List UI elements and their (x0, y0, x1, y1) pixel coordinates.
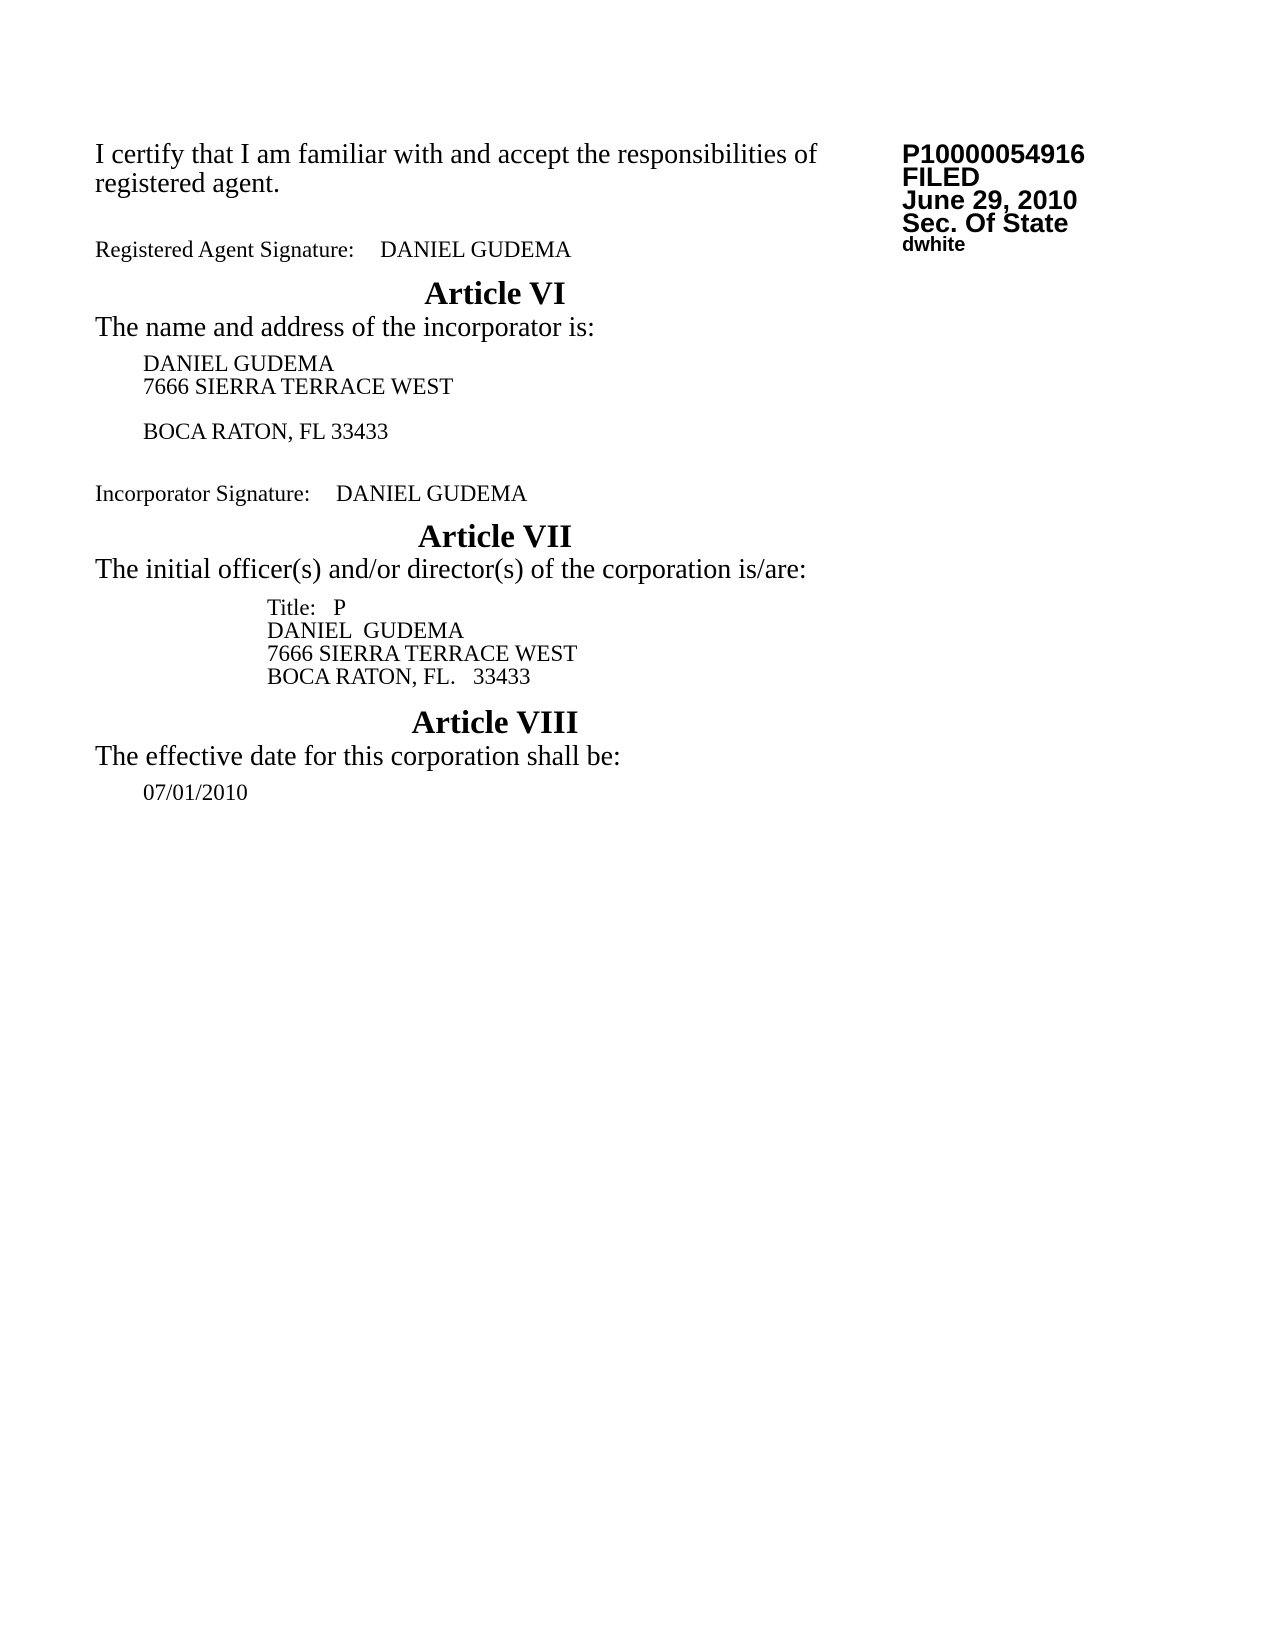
incorporator-name: DANIEL GUDEMA (143, 351, 335, 376)
incorporator-signature-value: DANIEL GUDEMA (335, 481, 528, 506)
article-vi-heading: Article VI (424, 276, 566, 312)
filed-date: June 29, 2010 (902, 185, 1078, 215)
filing-stamp (902, 139, 1086, 256)
document-number: P10000054916 (902, 139, 1086, 169)
article-vii-heading: Article VII (417, 519, 573, 555)
officer-details (267, 596, 577, 688)
registered-agent-signature (95, 237, 572, 263)
incorporator-address (143, 352, 453, 443)
article-vi-intro: The name and address of the incorporator is: (95, 312, 595, 343)
article-vii-intro: The initial officer(s) and/or director(s) of the corporation is/are: (95, 554, 807, 585)
certification-statement (95, 140, 835, 198)
incorporator-street: 7666 SIERRA TERRACE WEST (143, 374, 454, 399)
certification-line-1: I certify that I am familiar with and accept the responsibilities of (95, 139, 818, 170)
filing-clerk: dwhite (902, 234, 966, 256)
officer-name: DANIEL GUDEMA (267, 618, 465, 643)
article-viii-intro: The effective date for this corporation shall be: (95, 741, 621, 772)
registered-agent-signature-value: DANIEL GUDEMA (380, 237, 572, 262)
registered-agent-signature-label: Registered Agent Signature: (95, 237, 355, 262)
filing-office: Sec. Of State (902, 208, 1069, 238)
incorporator-signature-label: Incorporator Signature: (95, 481, 311, 506)
effective-date: 07/01/2010 (143, 780, 248, 805)
incorporator-signature (95, 481, 527, 507)
certification-line-2: registered agent. (95, 168, 281, 199)
incorporator-city-state-zip: BOCA RATON, FL 33433 (143, 419, 389, 444)
article-viii-heading: Article VIII (411, 705, 579, 741)
officer-title: Title: P (267, 595, 347, 620)
officer-street: 7666 SIERRA TERRACE WEST (267, 641, 578, 666)
filed-status: FILED (902, 162, 980, 192)
officer-city-state-zip: BOCA RATON, FL. 33433 (267, 664, 531, 689)
